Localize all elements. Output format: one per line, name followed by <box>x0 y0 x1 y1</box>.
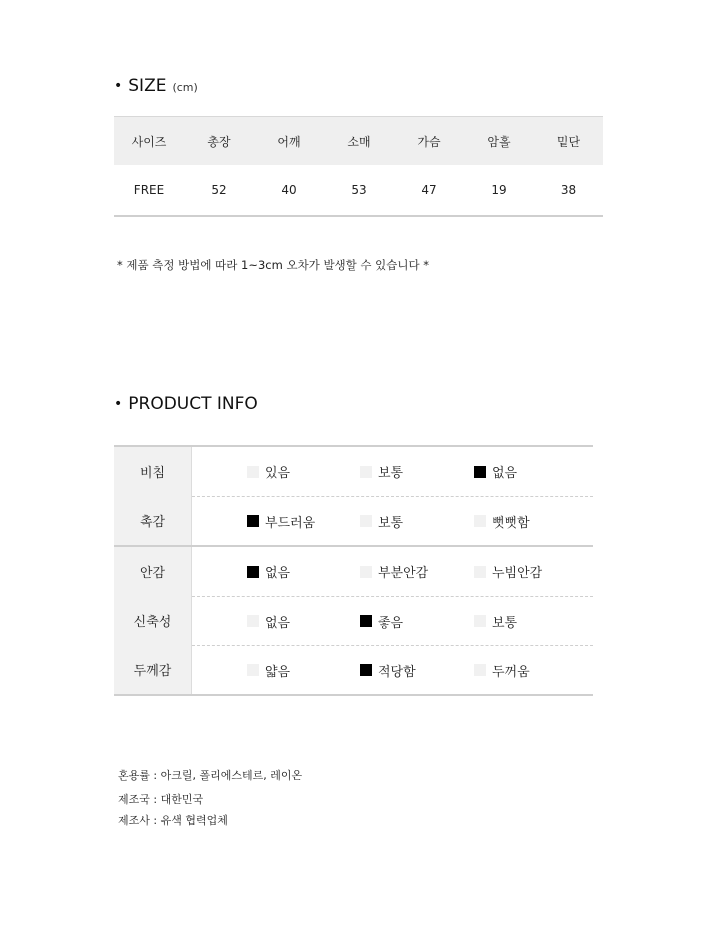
info-option <box>360 447 403 496</box>
unchecked-box-icon <box>474 664 486 676</box>
size-header-cell: 총장 <box>207 134 231 149</box>
info-option-label: 없음 <box>265 566 291 581</box>
size-title-text: SIZE <box>128 76 167 96</box>
checked-box-icon <box>360 664 372 676</box>
info-row <box>114 496 593 545</box>
size-data-cell: 52 <box>211 183 227 197</box>
size-bullet: • <box>114 78 123 94</box>
size-body <box>114 165 603 217</box>
unchecked-box-icon <box>474 615 486 627</box>
info-option-label: 누빔안감 <box>492 566 543 581</box>
unchecked-box-icon <box>247 664 259 676</box>
info-group <box>114 447 593 545</box>
size-header-cell: 밑단 <box>556 134 581 149</box>
material-composition: 혼용률 : 아크릴, 폴리에스테르, 레이온 <box>118 769 303 782</box>
product-info-table <box>114 445 593 696</box>
unchecked-box-icon <box>474 515 486 527</box>
info-option <box>360 597 403 645</box>
checked-box-icon <box>247 515 259 527</box>
info-option <box>247 497 315 545</box>
info-option-label: 없음 <box>265 615 291 631</box>
info-title-text: PRODUCT INFO <box>128 394 258 414</box>
info-option <box>247 547 290 596</box>
info-option-label: 보통 <box>492 615 518 631</box>
size-measure-note: * 제품 측정 방법에 따라 1~3cm 오차가 발생할 수 있습니다 * <box>117 258 430 272</box>
size-data-cell: 19 <box>491 183 507 197</box>
size-header-cell: 가슴 <box>417 134 441 149</box>
info-row-label: 비침 <box>114 447 192 496</box>
info-option-label: 있음 <box>265 466 291 481</box>
info-option-label: 보통 <box>378 466 404 481</box>
size-data-cell: 47 <box>421 183 437 197</box>
manufacturer: 제조사 : 유색 협력업체 <box>118 814 228 827</box>
size-unit: (cm) <box>172 81 198 94</box>
info-row <box>114 447 593 496</box>
info-row-label: 촉감 <box>114 496 192 545</box>
info-row-label: 두께감 <box>114 645 192 694</box>
size-header-cell: 어깨 <box>277 134 301 149</box>
size-data-row <box>114 165 603 217</box>
info-option <box>474 646 530 694</box>
size-header-row <box>114 116 603 165</box>
info-row-options <box>192 496 593 545</box>
info-row-options <box>192 596 593 645</box>
info-row <box>114 547 593 596</box>
info-row-options <box>192 447 593 496</box>
info-option <box>247 447 290 496</box>
size-data-cell: 53 <box>351 183 367 197</box>
info-row <box>114 645 593 694</box>
manufacture-country: 제조국 : 대한민국 <box>118 793 204 806</box>
unchecked-box-icon <box>474 566 486 578</box>
size-data-cell: FREE <box>133 183 165 197</box>
info-option <box>474 597 517 645</box>
info-option-label: 얇음 <box>265 664 291 680</box>
info-option <box>474 447 517 496</box>
size-section-title <box>114 76 198 96</box>
unchecked-box-icon <box>360 515 372 527</box>
checked-box-icon <box>247 566 259 578</box>
size-data-cell: 40 <box>281 183 297 197</box>
unchecked-box-icon <box>247 615 259 627</box>
info-section-title <box>114 394 258 414</box>
info-option <box>247 646 290 694</box>
info-row-label: 안감 <box>114 547 192 596</box>
info-row-label: 신축성 <box>114 596 192 645</box>
info-option <box>360 497 403 545</box>
size-header-cell: 소매 <box>347 134 371 149</box>
info-option <box>360 646 416 694</box>
checked-box-icon <box>474 466 486 478</box>
info-row-options <box>192 645 593 694</box>
size-header-cell: 사이즈 <box>131 134 167 149</box>
info-group <box>114 545 593 694</box>
info-option-label: 좋음 <box>378 615 404 631</box>
info-option-label: 없음 <box>492 466 518 481</box>
info-option-label: 부분안감 <box>378 566 429 581</box>
info-option-label: 두꺼움 <box>492 664 530 680</box>
info-row-options <box>192 547 593 596</box>
size-table <box>114 116 603 217</box>
checked-box-icon <box>360 615 372 627</box>
info-option-label: 뻣뻣함 <box>492 515 530 531</box>
info-option-label: 보통 <box>378 515 404 531</box>
info-option <box>360 547 428 596</box>
size-header-cell: 암홀 <box>487 134 511 149</box>
info-option <box>474 547 542 596</box>
info-option-label: 부드러움 <box>265 515 316 531</box>
unchecked-box-icon <box>360 566 372 578</box>
info-option-label: 적당함 <box>378 664 416 680</box>
size-data-cell: 38 <box>560 183 577 197</box>
unchecked-box-icon <box>247 466 259 478</box>
info-option <box>247 597 290 645</box>
unchecked-box-icon <box>360 466 372 478</box>
info-option <box>474 497 530 545</box>
info-row <box>114 596 593 645</box>
info-bullet: • <box>114 396 123 412</box>
